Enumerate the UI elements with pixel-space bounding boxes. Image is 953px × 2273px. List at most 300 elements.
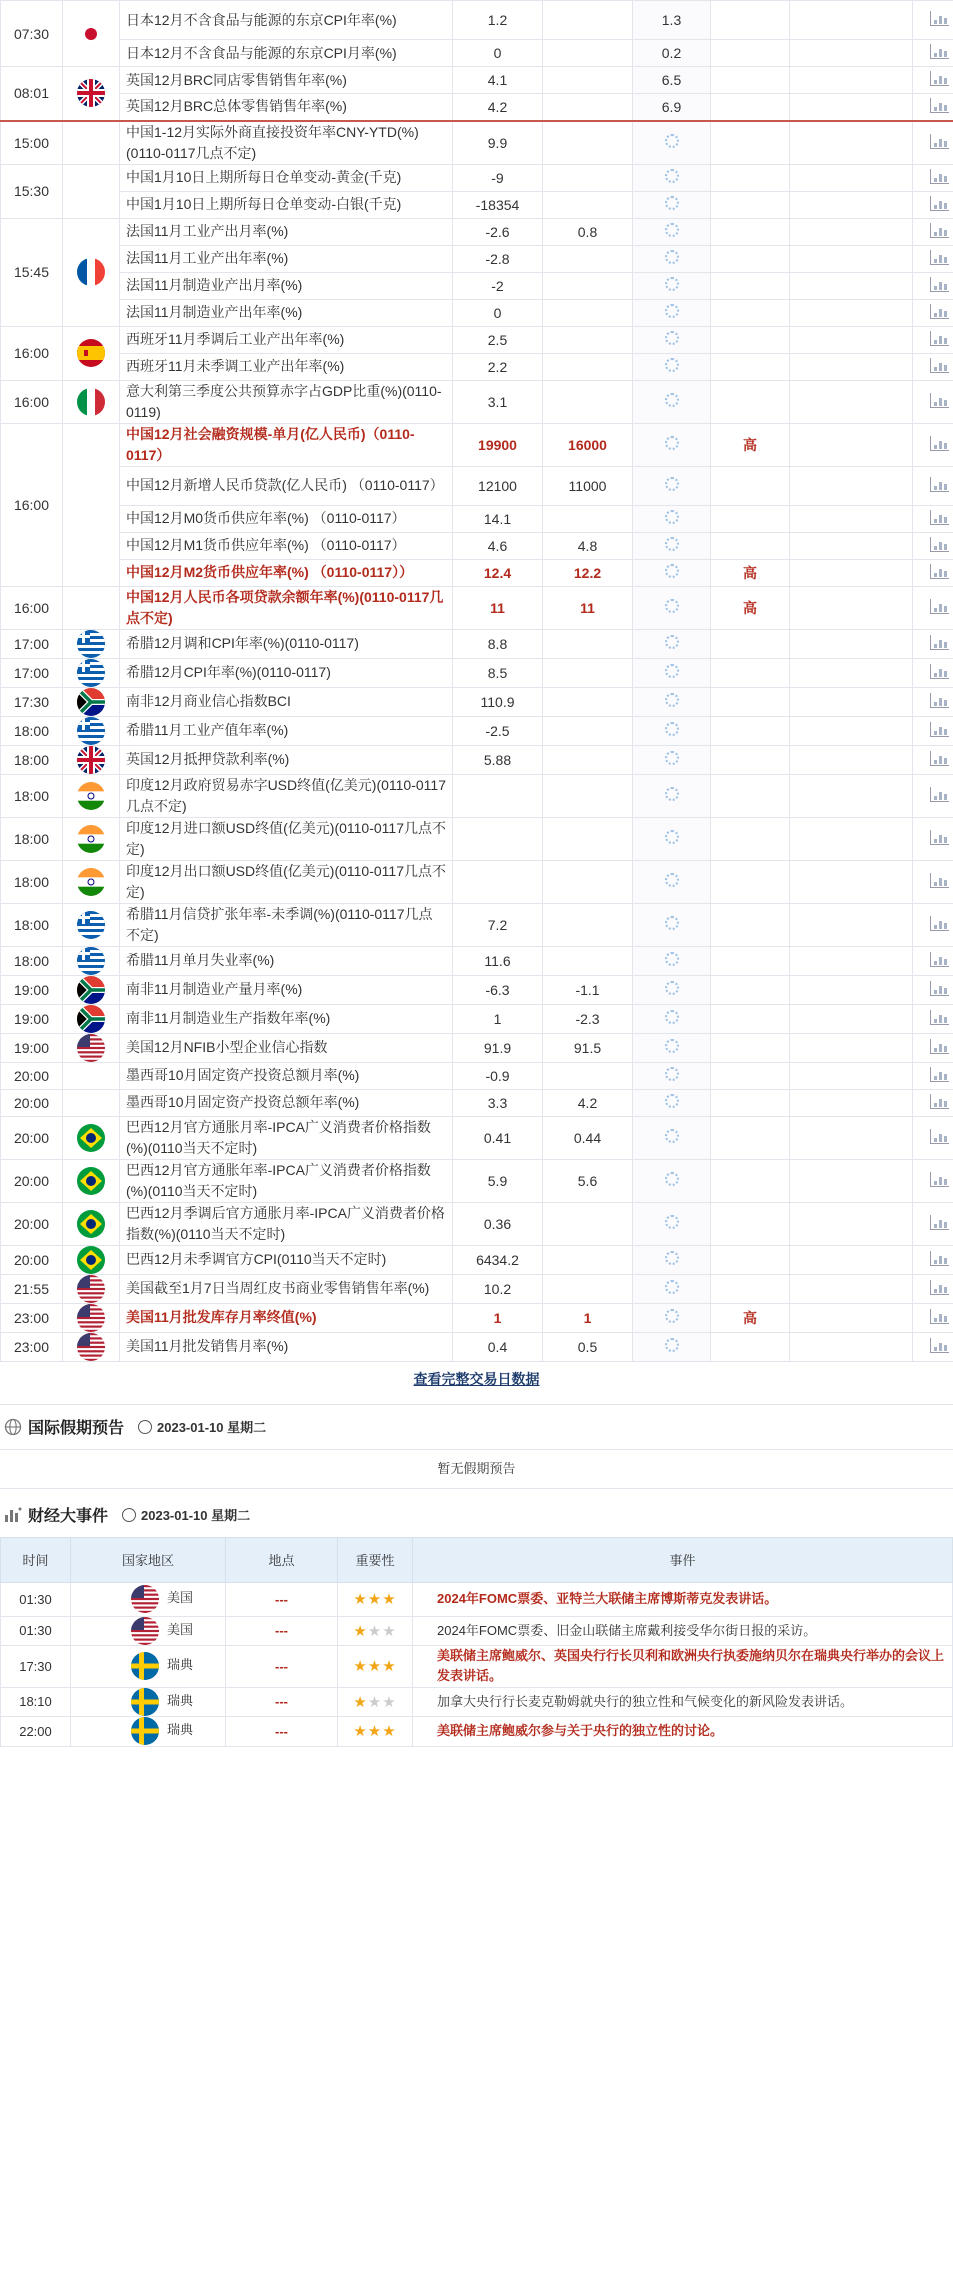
indicator-name[interactable]: 美国11月批发库存月率终值(%) <box>120 1303 453 1332</box>
chart-icon[interactable] <box>930 1094 949 1109</box>
clock-icon <box>122 1508 136 1522</box>
chart-icon[interactable] <box>930 477 949 492</box>
chart-icon[interactable] <box>930 358 949 373</box>
indicator-name[interactable]: 法国11月工业产出月率(%) <box>120 218 453 245</box>
chart-icon[interactable] <box>930 304 949 319</box>
actual-value <box>633 658 711 687</box>
event-country <box>71 1645 226 1687</box>
chart-cell[interactable] <box>913 817 953 860</box>
event-country <box>71 1687 226 1716</box>
previous-value: -2 <box>453 272 543 299</box>
indicator-name[interactable]: 南非11月制造业产量月率(%) <box>120 975 453 1004</box>
previous-value: 12.4 <box>453 559 543 586</box>
indicator-name[interactable]: 印度12月出口额USD终值(亿美元)(0110-0117几点不定) <box>120 860 453 903</box>
flag-usa-icon <box>131 1617 159 1645</box>
chart-icon[interactable] <box>930 250 949 265</box>
calendar-row <box>1 505 953 532</box>
previous-value: 0 <box>453 40 543 67</box>
chart-icon[interactable] <box>930 1129 949 1144</box>
forecast-value: 16000 <box>543 423 633 466</box>
forecast-value <box>543 1274 633 1303</box>
importance <box>711 1062 790 1089</box>
chart-icon[interactable] <box>930 635 949 650</box>
chart-cell[interactable] <box>913 586 953 629</box>
chart-icon[interactable] <box>930 169 949 184</box>
event-description[interactable]: 加拿大央行行长麦克勒姆就央行的独立性和气候变化的新风险发表讲话。 <box>413 1687 953 1716</box>
event-place: --- <box>226 1616 338 1645</box>
calendar-row <box>1 1303 953 1332</box>
country-flag <box>63 423 120 586</box>
flag-usa-icon <box>77 1275 105 1303</box>
chart-cell[interactable] <box>913 1004 953 1033</box>
chart-cell[interactable] <box>913 860 953 903</box>
chart-icon[interactable] <box>930 751 949 766</box>
event-time: 08:01 <box>1 67 63 121</box>
chart-icon[interactable] <box>930 599 949 614</box>
forecast-value <box>543 1 633 40</box>
chart-cell[interactable] <box>913 774 953 817</box>
indicator-name[interactable]: 中国12月M0货币供应年率(%) （0110-0117） <box>120 505 453 532</box>
chart-cell[interactable] <box>913 272 953 299</box>
event-time: 20:00 <box>1 1062 63 1089</box>
loading-icon <box>665 358 679 372</box>
indicator-name[interactable]: 希腊12月CPI年率(%)(0110-0117) <box>120 658 453 687</box>
indicator-name[interactable]: 巴西12月未季调官方CPI(0110当天不定时) <box>120 1245 453 1274</box>
indicator-name[interactable]: 法国11月制造业产出年率(%) <box>120 299 453 326</box>
forecast-value: 91.5 <box>543 1033 633 1062</box>
chart-cell[interactable] <box>913 903 953 946</box>
calendar-row <box>1 903 953 946</box>
indicator-name[interactable]: 西班牙11月未季调工业产出年率(%) <box>120 353 453 380</box>
actual-value <box>633 1116 711 1159</box>
chart-icon[interactable] <box>930 1215 949 1230</box>
flag-brazil-icon <box>77 1210 105 1238</box>
chart-icon[interactable] <box>930 1251 949 1266</box>
loading-icon <box>665 196 679 210</box>
forecast-value <box>543 505 633 532</box>
chart-cell[interactable] <box>913 1116 953 1159</box>
star-icon: ★ <box>382 1693 397 1711</box>
indicator-name[interactable]: 南非11月制造业生产指数年率(%) <box>120 1004 453 1033</box>
event-importance <box>338 1716 413 1746</box>
importance <box>711 946 790 975</box>
holiday-date <box>138 1417 266 1436</box>
chart-icon[interactable] <box>930 134 949 149</box>
chart-icon[interactable] <box>930 436 949 451</box>
calendar-row <box>1 1033 953 1062</box>
event-time: 18:00 <box>1 745 63 774</box>
country-flag <box>63 380 120 423</box>
chart-icon[interactable] <box>930 1280 949 1295</box>
chart-icon[interactable] <box>930 277 949 292</box>
importance <box>711 903 790 946</box>
previous-value: 5.9 <box>453 1159 543 1202</box>
chart-cell[interactable] <box>913 245 953 272</box>
indicator-name[interactable]: 中国1月10日上期所每日仓单变动-白银(千克) <box>120 191 453 218</box>
country-flag <box>63 121 120 165</box>
previous-value: 4.1 <box>453 67 543 94</box>
event-time: 01:30 <box>1 1616 71 1645</box>
chart-icon[interactable] <box>930 331 949 346</box>
event-description[interactable]: 美联储主席鲍威尔、英国央行行长贝利和欧洲央行执委施纳贝尔在瑞典央行举办的会议上发表讲话。 <box>413 1645 953 1687</box>
country-flag <box>63 1274 120 1303</box>
chart-cell[interactable] <box>913 1062 953 1089</box>
loading-icon <box>665 393 679 407</box>
country-flag <box>63 1332 120 1361</box>
chart-cell[interactable] <box>913 380 953 423</box>
chart-cell[interactable] <box>913 353 953 380</box>
events-header-cell: 时间 <box>1 1537 71 1582</box>
star-icon: ★ <box>382 1723 397 1740</box>
chart-cell[interactable] <box>913 716 953 745</box>
star-icon: ★ <box>353 1723 368 1740</box>
indicator-name[interactable]: 中国12月M1货币供应年率(%) （0110-0117） <box>120 532 453 559</box>
indicator-name[interactable]: 中国1-12月实际外商直接投资年率CNY-YTD(%)(0110-0117几点不定) <box>120 121 453 165</box>
event-place: --- <box>226 1716 338 1746</box>
event-time: 18:00 <box>1 774 63 817</box>
forecast-value <box>543 380 633 423</box>
importance: 高 <box>711 559 790 586</box>
chart-icon[interactable] <box>930 664 949 679</box>
chart-cell[interactable] <box>913 1033 953 1062</box>
indicator-name[interactable]: 中国12月人民币各项贷款余额年率(%)(0110-0117几点不定) <box>120 586 453 629</box>
chart-icon[interactable] <box>930 1010 949 1025</box>
importance <box>711 1116 790 1159</box>
chart-icon[interactable] <box>930 981 949 996</box>
loading-icon <box>665 1251 679 1265</box>
chart-cell[interactable] <box>913 629 953 658</box>
chart-icon[interactable] <box>930 693 949 708</box>
loading-icon <box>665 277 679 291</box>
chart-cell[interactable] <box>913 67 953 94</box>
calendar-row <box>1 272 953 299</box>
chart-cell[interactable] <box>913 687 953 716</box>
country-flag <box>63 774 120 817</box>
previous-value: -6.3 <box>453 975 543 1004</box>
chart-cell[interactable] <box>913 1202 953 1245</box>
chart-icon[interactable] <box>930 952 949 967</box>
spacer-cell <box>790 94 913 121</box>
country-flag <box>63 860 120 903</box>
previous-value: 3.3 <box>453 1089 543 1116</box>
indicator-name[interactable]: 巴西12月季调后官方通胀月率-IPCA广义消费者价格指数(%)(0110当天不定时) <box>120 1202 453 1245</box>
country-name: 美国 <box>167 1621 194 1637</box>
country-name: 瑞典 <box>167 1657 194 1673</box>
loading-icon <box>665 1039 679 1053</box>
country-flag <box>63 817 120 860</box>
indicator-name[interactable]: 中国1月10日上期所每日仓单变动-黄金(千克) <box>120 164 453 191</box>
chart-cell[interactable] <box>913 1089 953 1116</box>
indicator-name[interactable]: 日本12月不含食品与能源的东京CPI月率(%) <box>120 40 453 67</box>
indicator-name[interactable]: 美国截至1月7日当周红皮书商业零售销售年率(%) <box>120 1274 453 1303</box>
indicator-name[interactable]: 中国12月M2货币供应年率(%) （0110-0117）） <box>120 559 453 586</box>
previous-value <box>453 860 543 903</box>
event-time: 20:00 <box>1 1116 63 1159</box>
chart-icon[interactable] <box>930 44 949 59</box>
chart-cell[interactable] <box>913 532 953 559</box>
spacer-cell <box>790 860 913 903</box>
event-country <box>71 1582 226 1616</box>
importance <box>711 67 790 94</box>
star-icon: ★ <box>353 1658 368 1675</box>
chart-icon[interactable] <box>930 1172 949 1187</box>
importance <box>711 164 790 191</box>
chart-cell[interactable] <box>913 326 953 353</box>
chart-icon[interactable] <box>930 564 949 579</box>
chart-cell[interactable] <box>913 423 953 466</box>
calendar-row <box>1 1062 953 1089</box>
indicator-name[interactable]: 巴西12月官方通胀年率-IPCA广义消费者价格指数(%)(0110当天不定时) <box>120 1159 453 1202</box>
forecast-value <box>543 1062 633 1089</box>
forecast-value: -1.1 <box>543 975 633 1004</box>
events-section-header <box>0 1493 953 1537</box>
country-name: 美国 <box>167 1590 194 1606</box>
event-time: 19:00 <box>1 1033 63 1062</box>
chart-icon[interactable] <box>930 830 949 845</box>
importance <box>711 745 790 774</box>
chart-icon[interactable] <box>930 393 949 408</box>
loading-icon <box>665 830 679 844</box>
chart-icon[interactable] <box>930 1338 949 1353</box>
indicator-name[interactable]: 英国12月抵押贷款利率(%) <box>120 745 453 774</box>
chart-cell[interactable] <box>913 975 953 1004</box>
indicator-name[interactable]: 印度12月政府贸易赤字USD终值(亿美元)(0110-0117几点不定) <box>120 774 453 817</box>
actual-value <box>633 774 711 817</box>
forecast-value <box>543 946 633 975</box>
chart-icon[interactable] <box>930 1309 949 1324</box>
spacer-cell <box>790 353 913 380</box>
loading-icon <box>665 223 679 237</box>
country-flag <box>63 716 120 745</box>
indicator-name[interactable]: 墨西哥10月固定资产投资总额月率(%) <box>120 1062 453 1089</box>
indicator-name[interactable]: 英国12月BRC同店零售销售年率(%) <box>120 67 453 94</box>
flag-south-africa-icon <box>77 976 105 1004</box>
indicator-name[interactable]: 希腊11月单月失业率(%) <box>120 946 453 975</box>
holiday-title: 国际假期预告 <box>28 1420 125 1437</box>
chart-icon[interactable] <box>930 510 949 525</box>
chart-icon[interactable] <box>930 1067 949 1082</box>
chart-icon[interactable] <box>930 223 949 238</box>
chart-icon[interactable] <box>930 722 949 737</box>
event-time: 18:10 <box>1 1687 71 1716</box>
loading-icon <box>665 1215 679 1229</box>
star-icon: ★ <box>382 1658 397 1675</box>
indicator-name[interactable]: 希腊11月信贷扩张年率-未季调(%)(0110-0117几点不定) <box>120 903 453 946</box>
previous-value: 2.2 <box>453 353 543 380</box>
chart-cell[interactable] <box>913 94 953 121</box>
indicator-name[interactable]: 美国12月NFIB小型企业信心指数 <box>120 1033 453 1062</box>
chart-icon[interactable] <box>930 71 949 86</box>
event-time: 17:30 <box>1 1645 71 1687</box>
actual-value <box>633 532 711 559</box>
indicator-name[interactable]: 日本12月不含食品与能源的东京CPI年率(%) <box>120 1 453 40</box>
calendar-row <box>1 164 953 191</box>
forecast-value: 4.8 <box>543 532 633 559</box>
loading-icon <box>665 1309 679 1323</box>
calendar-row <box>1 1116 953 1159</box>
calendar-row <box>1 1332 953 1361</box>
chart-icon[interactable] <box>930 873 949 888</box>
event-description[interactable]: 2024年FOMC票委、亚特兰大联储主席博斯蒂克发表讲话。 <box>413 1582 953 1616</box>
previous-value: 11 <box>453 586 543 629</box>
indicator-name[interactable]: 意大利第三季度公共预算赤字占GDP比重(%)(0110-0119) <box>120 380 453 423</box>
indicator-name[interactable]: 南非12月商业信心指数BCI <box>120 687 453 716</box>
events-header-cell: 重要性 <box>338 1537 413 1582</box>
loading-icon <box>665 510 679 524</box>
loading-icon <box>665 693 679 707</box>
country-flag <box>63 629 120 658</box>
calendar-row <box>1 1159 953 1202</box>
loading-icon <box>665 751 679 765</box>
chart-cell[interactable] <box>913 164 953 191</box>
chart-cell[interactable] <box>913 1274 953 1303</box>
chart-cell[interactable] <box>913 658 953 687</box>
chart-icon[interactable] <box>930 537 949 552</box>
loading-icon <box>665 787 679 801</box>
flag-india-icon <box>77 825 105 853</box>
event-place: --- <box>226 1645 338 1687</box>
country-flag <box>63 745 120 774</box>
country-flag <box>63 1202 120 1245</box>
spacer-cell <box>790 380 913 423</box>
chart-icon[interactable] <box>930 916 949 931</box>
chart-cell[interactable] <box>913 745 953 774</box>
chart-icon[interactable] <box>930 787 949 802</box>
spacer-cell <box>790 1303 913 1332</box>
forecast-value <box>543 245 633 272</box>
chart-cell[interactable] <box>913 466 953 505</box>
indicator-name[interactable]: 美国11月批发销售月率(%) <box>120 1332 453 1361</box>
importance <box>711 1245 790 1274</box>
forecast-value <box>543 326 633 353</box>
flag-usa-icon <box>77 1034 105 1062</box>
forecast-value <box>543 658 633 687</box>
actual-value <box>633 745 711 774</box>
importance <box>711 380 790 423</box>
actual-value <box>633 1332 711 1361</box>
flag-india-icon <box>77 868 105 896</box>
actual-value <box>633 380 711 423</box>
chart-cell[interactable] <box>913 1303 953 1332</box>
indicator-name[interactable]: 英国12月BRC总体零售销售年率(%) <box>120 94 453 121</box>
actual-value <box>633 860 711 903</box>
flag-greece-icon <box>77 947 105 975</box>
calendar-row <box>1 353 953 380</box>
flag-france-icon <box>77 258 105 286</box>
chart-cell[interactable] <box>913 191 953 218</box>
previous-value: 4.2 <box>453 94 543 121</box>
forecast-value <box>543 745 633 774</box>
spacer-cell <box>790 658 913 687</box>
view-full-data-link[interactable]: 查看完整交易日数据 <box>413 1370 540 1387</box>
holiday-date-text: 2023-01-10 星期二 <box>157 1420 267 1435</box>
chart-cell[interactable] <box>913 1245 953 1274</box>
spacer-cell <box>790 272 913 299</box>
importance <box>711 121 790 165</box>
actual-value <box>633 716 711 745</box>
importance <box>711 1089 790 1116</box>
actual-value <box>633 946 711 975</box>
importance <box>711 774 790 817</box>
event-description[interactable]: 2024年FOMC票委、旧金山联储主席戴利接受华尔街日报的采访。 <box>413 1616 953 1645</box>
spacer-cell <box>790 1159 913 1202</box>
star-icon: ★ <box>367 1591 383 1608</box>
forecast-value <box>543 629 633 658</box>
chart-icon[interactable] <box>930 196 949 211</box>
event-time: 19:00 <box>1 975 63 1004</box>
chart-cell[interactable] <box>913 1332 953 1361</box>
actual-value <box>633 218 711 245</box>
chart-cell[interactable] <box>913 946 953 975</box>
calendar-row <box>1 1202 953 1245</box>
event-description[interactable]: 美联储主席鲍威尔参与关于央行的独立性的讨论。 <box>413 1716 953 1746</box>
indicator-name[interactable]: 西班牙11月季调后工业产出年率(%) <box>120 326 453 353</box>
indicator-name[interactable]: 希腊11月工业产值年率(%) <box>120 716 453 745</box>
event-time: 20:00 <box>1 1202 63 1245</box>
indicator-name[interactable]: 希腊12月调和CPI年率(%)(0110-0117) <box>120 629 453 658</box>
indicator-name[interactable]: 巴西12月官方通胀月率-IPCA广义消费者价格指数(%)(0110当天不定时) <box>120 1116 453 1159</box>
actual-value <box>633 353 711 380</box>
forecast-value <box>543 40 633 67</box>
previous-value: 9.9 <box>453 121 543 165</box>
indicator-name[interactable]: 法国11月工业产出年率(%) <box>120 245 453 272</box>
chart-cell[interactable] <box>913 299 953 326</box>
chart-cell[interactable] <box>913 1159 953 1202</box>
forecast-value <box>543 272 633 299</box>
calendar-row <box>1 586 953 629</box>
loading-icon <box>665 1280 679 1294</box>
spacer-cell <box>790 1245 913 1274</box>
indicator-name[interactable]: 法国11月制造业产出月率(%) <box>120 272 453 299</box>
previous-value: 19900 <box>453 423 543 466</box>
actual-value <box>633 817 711 860</box>
indicator-name[interactable]: 印度12月进口额USD终值(亿美元)(0110-0117几点不定) <box>120 817 453 860</box>
chart-icon[interactable] <box>930 98 949 113</box>
importance: 高 <box>711 1303 790 1332</box>
country-flag <box>63 903 120 946</box>
indicator-name[interactable]: 中国12月新增人民币贷款(亿人民币) （0110-0117） <box>120 466 453 505</box>
indicator-name[interactable]: 墨西哥10月固定资产投资总额年率(%) <box>120 1089 453 1116</box>
importance <box>711 299 790 326</box>
actual-value <box>633 121 711 165</box>
chart-icon[interactable] <box>930 11 949 26</box>
chart-cell[interactable] <box>913 218 953 245</box>
indicator-name[interactable]: 中国12月社会融资规模-单月(亿人民币)（0110-0117） <box>120 423 453 466</box>
previous-value: 3.1 <box>453 380 543 423</box>
actual-value <box>633 586 711 629</box>
actual-value: 6.9 <box>633 94 711 121</box>
spacer-cell <box>790 164 913 191</box>
chart-cell[interactable] <box>913 559 953 586</box>
chart-cell[interactable] <box>913 1 953 40</box>
previous-value: 7.2 <box>453 903 543 946</box>
chart-cell[interactable] <box>913 40 953 67</box>
flag-brazil-icon <box>77 1124 105 1152</box>
previous-value: 4.6 <box>453 532 543 559</box>
chart-icon[interactable] <box>930 1039 949 1054</box>
chart-cell[interactable] <box>913 505 953 532</box>
flag-spain-icon <box>77 339 105 367</box>
flag-india-icon <box>77 782 105 810</box>
spacer-cell <box>790 975 913 1004</box>
loading-icon <box>665 304 679 318</box>
spacer-cell <box>790 423 913 466</box>
chart-cell[interactable] <box>913 121 953 165</box>
country-flag <box>63 67 120 121</box>
event-time: 17:00 <box>1 629 63 658</box>
event-time: 21:55 <box>1 1274 63 1303</box>
calendar-row <box>1 687 953 716</box>
